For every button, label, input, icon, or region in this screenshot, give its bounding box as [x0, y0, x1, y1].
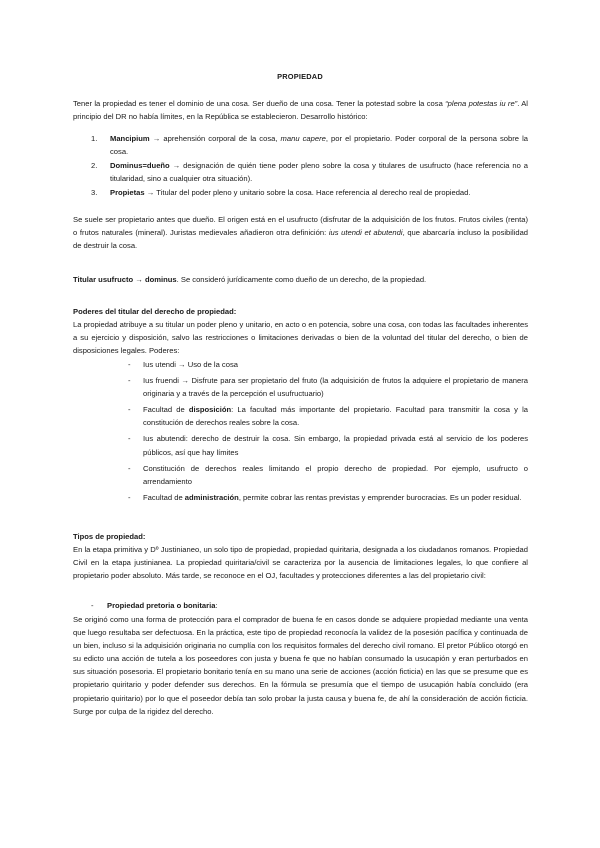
types-paragraph: En la etapa primitiva y Dº Justinianeo, un solo tipo de propiedad, propiedad quiritaria, designada a los ciudadanos romanos. Propiedad Civil en la etapa justinianea. La propiedad quiritaria/civil se caracteriza por la ausencia de limitaciones legales, lo que confiere al propietario poder absoluto. Más tarde, se reconoce en el OJ, facultades y protecciones diferentes a las del propietario civil: — [73, 545, 528, 581]
term: Mancipium — [110, 134, 150, 143]
power-item: - Ius utendi → Uso de la cosa — [128, 360, 238, 369]
powers-paragraph: La propiedad atribuye a su titular un poder pleno y unitario, en acto o en potencia, sobre una cosa, con todas las facultades inherentes a su ejercicio y disposición, salvo las restricciones o limitaciones derivadas o bien de la voluntad del titular del derecho, o bien de disposiciones legales. Poderes: — [73, 320, 528, 356]
historical-item: 2. Dominus=dueño → designación de quién tiene poder pleno sobre la cosa y titulares de usufructo (hace referencia no a titularidad, sino a cualquier otra situación). — [91, 161, 528, 184]
power-item: - Facultad de disposición: La facultad más importante del propietario. Facultad para transmitir la cosa y la constitución de derechos reales sobre la cosa. — [128, 405, 528, 428]
power-item: - Facultad de administración, permite cobrar las rentas previstas y emprender burocracias. Es un poder residual. — [128, 492, 522, 502]
historical-item: 3. Propietas → Titular del poder pleno y unitario sobre la cosa. Hace referencia al derecho real de propiedad. — [91, 188, 471, 198]
power-item: - Ius fruendi → Disfrute para ser propietario del fruto (la adquisición de frutos la adquiere el propietario de manera originaria y a través de la percepción el usufructuario) — [128, 376, 528, 399]
historical-list — [91, 132, 528, 200]
intro-paragraph — [73, 97, 528, 123]
latin-phrase: ius utendi et abutendi — [328, 228, 403, 238]
term: Propietas — [110, 188, 145, 198]
usufruct-line: Titular usufructo → dominus. Se consideró jurídicamente como dueño de un derecho, de la propiedad. — [73, 275, 427, 284]
intro-latin-phrase: “plena potestas iu re” — [445, 99, 518, 108]
intro-text-end: . Al principio del DR no había límites, en la República se establecieron. Desarrollo histórico: — [73, 99, 528, 122]
pretoria-subheading: - Propiedad pretoria o bonitaria: — [91, 601, 218, 610]
term: Dominus=dueño — [110, 161, 170, 171]
power-item: - Ius abutendi: derecho de destruir la cosa. Sin embargo, la propiedad privada está al servicio de los poderes públicos, así que hay límites — [128, 434, 528, 457]
owner-paragraph: Se suele ser propietario antes que dueño. El origen está en el usufructo (disfrutar de la adquisición de los frutos. Frutos civiles (renta) o frutos naturales (mineral). Juristas medievales añadieron otra definición: ius utendi et abutendi, que abarcaría incluso la posibilidad de destruir la cosa. — [73, 215, 529, 251]
historical-item: 1. Mancipium → aprehensión corporal de la cosa, manu capere, por el propietario. Poder corporal de la persona sobre la cosa. — [91, 134, 528, 157]
types-heading: Tipos de propiedad: — [73, 532, 146, 541]
intro-text: Tener la propiedad es tener el dominio de una cosa. Ser dueño de una cosa. Tener la potestad sobre la cosa — [73, 99, 446, 108]
powers-heading: Poderes del titular del derecho de propiedad: — [73, 307, 237, 316]
power-item: - Constitución de derechos reales limitando el propio derecho de propiedad. Por ejemplo, usufructo o arrendamiento — [128, 463, 528, 486]
pretoria-paragraph: Se originó como una forma de protección para el comprador de buena fe en casos donde se adquiere propiedad mediante una venta que luego resultaba ser defectuosa. En la práctica, este tipo de propiedad reconocía la validez de la posesión pacífica y continuada de un bien, incluso si la adquisición originaria no cumplía con los requisitos formales del derecho civil romano. El pretor Público otorgó en su edicto una acción de tutela a los poseedores con justa y buena fe que no habían consumado la usucapión y eran perturbados en sus situación posesoria. El propietario bonitario tenía en su mano una serie de acciones (acción ficticia) en las que se presume que es propietario quiritario y poder defender sus derechos. En la fórmula se presumía que el tiempo de usucapión había concluido (era propietario quiritario) por lo que el poseedor debía tan solo probar la justa causa y buena fe, de ahí la consideración de acción ficticia. Surge por culpa de la rigidez del derecho. — [73, 615, 528, 716]
page-title: PROPIEDAD — [277, 72, 323, 81]
powers-list — [128, 358, 528, 507]
